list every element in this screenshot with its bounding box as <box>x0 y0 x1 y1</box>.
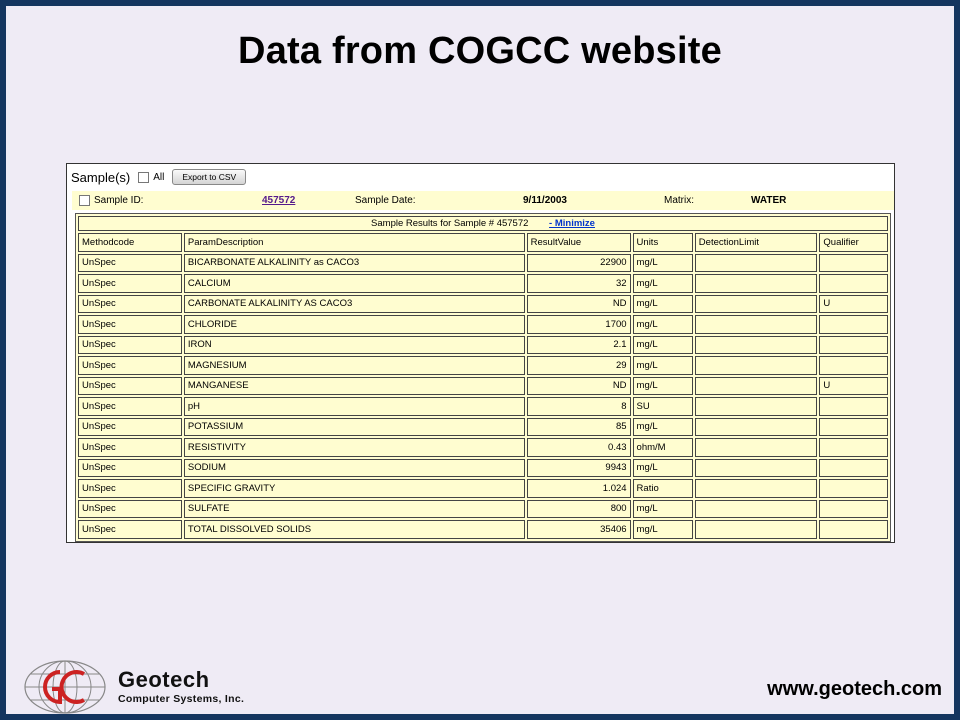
export-csv-button[interactable]: Export to CSV <box>172 169 246 185</box>
cell-detection-limit <box>695 254 818 273</box>
cell-methodcode: UnSpec <box>78 274 182 293</box>
cell-units: mg/L <box>633 356 693 375</box>
table-row <box>78 500 888 519</box>
cell-param: IRON <box>184 336 525 355</box>
globe-logo-icon <box>22 658 108 716</box>
cell-units: ohm/M <box>633 438 693 457</box>
cell-result-value: 1.024 <box>527 479 631 498</box>
table-row <box>78 438 888 457</box>
cell-result-value: 1700 <box>527 315 631 334</box>
slide <box>6 6 954 714</box>
cell-qualifier <box>819 274 888 293</box>
website-url[interactable]: www.geotech.com <box>767 678 942 700</box>
cell-methodcode: UnSpec <box>78 397 182 416</box>
cell-units: mg/L <box>633 254 693 273</box>
cell-detection-limit <box>695 274 818 293</box>
cell-methodcode: UnSpec <box>78 254 182 273</box>
cell-result-value: 29 <box>527 356 631 375</box>
cell-units: mg/L <box>633 336 693 355</box>
cell-result-value: ND <box>527 295 631 314</box>
cell-units: mg/L <box>633 459 693 478</box>
cell-methodcode: UnSpec <box>78 418 182 437</box>
cell-result-value: 2.1 <box>527 336 631 355</box>
sample-checkbox[interactable] <box>79 195 90 206</box>
table-row <box>78 356 888 375</box>
cell-qualifier: U <box>819 295 888 314</box>
cell-units: Ratio <box>633 479 693 498</box>
cell-param: CARBONATE ALKALINITY AS CACO3 <box>184 295 525 314</box>
cell-detection-limit <box>695 295 818 314</box>
cell-qualifier <box>819 315 888 334</box>
cell-detection-limit <box>695 356 818 375</box>
sample-results-table <box>75 213 891 542</box>
cell-units: mg/L <box>633 520 693 539</box>
sample-date-value: 9/11/2003 <box>523 195 567 206</box>
cell-param: POTASSIUM <box>184 418 525 437</box>
cell-detection-limit <box>695 418 818 437</box>
cell-methodcode: UnSpec <box>78 520 182 539</box>
table-row <box>78 479 888 498</box>
cell-param: pH <box>184 397 525 416</box>
results-caption-text: Sample Results for Sample # 457572 <box>371 217 529 229</box>
logo-subtitle: Computer Systems, Inc. <box>118 693 245 706</box>
col-header-units: Units <box>633 233 693 252</box>
cell-methodcode: UnSpec <box>78 500 182 519</box>
cell-detection-limit <box>695 397 818 416</box>
cell-units: mg/L <box>633 377 693 396</box>
cell-qualifier: U <box>819 377 888 396</box>
cell-qualifier <box>819 397 888 416</box>
sample-header-row <box>72 191 894 210</box>
cell-methodcode: UnSpec <box>78 438 182 457</box>
logo-name: Geotech <box>118 667 210 693</box>
cell-detection-limit <box>695 500 818 519</box>
cell-qualifier <box>819 418 888 437</box>
cell-qualifier <box>819 459 888 478</box>
cell-detection-limit <box>695 336 818 355</box>
cell-param: RESISTIVITY <box>184 438 525 457</box>
cell-param: MANGANESE <box>184 377 525 396</box>
cell-result-value: 9943 <box>527 459 631 478</box>
cell-qualifier <box>819 500 888 519</box>
cell-param: MAGNESIUM <box>184 356 525 375</box>
cell-result-value: 800 <box>527 500 631 519</box>
logo-text <box>118 669 244 705</box>
table-row <box>78 418 888 437</box>
minimize-link[interactable]: - Minimize <box>549 217 595 229</box>
cogcc-screenshot <box>66 163 895 543</box>
cell-units: mg/L <box>633 500 693 519</box>
cell-methodcode: UnSpec <box>78 295 182 314</box>
cell-result-value: 22900 <box>527 254 631 273</box>
all-label: All <box>153 171 165 183</box>
cell-units: mg/L <box>633 315 693 334</box>
table-row <box>78 397 888 416</box>
cell-qualifier <box>819 479 888 498</box>
cell-units: mg/L <box>633 295 693 314</box>
samples-label: Sample(s) <box>71 169 131 185</box>
cell-param: CALCIUM <box>184 274 525 293</box>
sample-date-label: Sample Date: <box>355 195 416 206</box>
cell-methodcode: UnSpec <box>78 459 182 478</box>
sample-id-label: Sample ID: <box>94 195 144 206</box>
cell-methodcode: UnSpec <box>78 336 182 355</box>
table-row <box>78 520 888 539</box>
cell-result-value: 8 <box>527 397 631 416</box>
col-header-qualifier: Qualifier <box>819 233 888 252</box>
table-row <box>78 315 888 334</box>
matrix-label: Matrix: <box>664 195 694 206</box>
cell-detection-limit <box>695 438 818 457</box>
cell-param: BICARBONATE ALKALINITY as CACO3 <box>184 254 525 273</box>
matrix-value: WATER <box>751 195 787 206</box>
cell-methodcode: UnSpec <box>78 356 182 375</box>
all-checkbox[interactable] <box>138 172 149 183</box>
cell-methodcode: UnSpec <box>78 315 182 334</box>
cell-qualifier <box>819 520 888 539</box>
header-row <box>78 233 888 252</box>
col-header-detectionlimit: DetectionLimit <box>695 233 818 252</box>
cell-detection-limit <box>695 520 818 539</box>
cell-detection-limit <box>695 377 818 396</box>
cell-methodcode: UnSpec <box>78 377 182 396</box>
cell-qualifier <box>819 254 888 273</box>
results-caption <box>78 216 888 231</box>
table-row <box>78 295 888 314</box>
cell-qualifier <box>819 438 888 457</box>
cell-param: TOTAL DISSOLVED SOLIDS <box>184 520 525 539</box>
cell-result-value: ND <box>527 377 631 396</box>
cell-units: mg/L <box>633 418 693 437</box>
col-header-resultvalue: ResultValue <box>527 233 631 252</box>
cell-result-value: 32 <box>527 274 631 293</box>
cell-result-value: 35406 <box>527 520 631 539</box>
cell-qualifier <box>819 336 888 355</box>
cell-detection-limit <box>695 479 818 498</box>
cell-result-value: 85 <box>527 418 631 437</box>
col-header-methodcode: Methodcode <box>78 233 182 252</box>
cell-param: SULFATE <box>184 500 525 519</box>
sample-id-link[interactable]: 457572 <box>262 195 296 206</box>
table-row <box>78 377 888 396</box>
cell-methodcode: UnSpec <box>78 479 182 498</box>
table-row <box>78 336 888 355</box>
table-row <box>78 274 888 293</box>
cell-units: SU <box>633 397 693 416</box>
cell-detection-limit <box>695 459 818 478</box>
cell-param: SODIUM <box>184 459 525 478</box>
cell-result-value: 0.43 <box>527 438 631 457</box>
cell-param: SPECIFIC GRAVITY <box>184 479 525 498</box>
cell-detection-limit <box>695 315 818 334</box>
table-row <box>78 254 888 273</box>
cell-units: mg/L <box>633 274 693 293</box>
col-header-paramdescription: ParamDescription <box>184 233 525 252</box>
table-row <box>78 459 888 478</box>
geotech-logo <box>22 658 244 716</box>
page-title: Data from COGCC website <box>238 30 722 72</box>
cell-qualifier <box>819 356 888 375</box>
samples-toolbar <box>71 167 246 187</box>
cell-param: CHLORIDE <box>184 315 525 334</box>
